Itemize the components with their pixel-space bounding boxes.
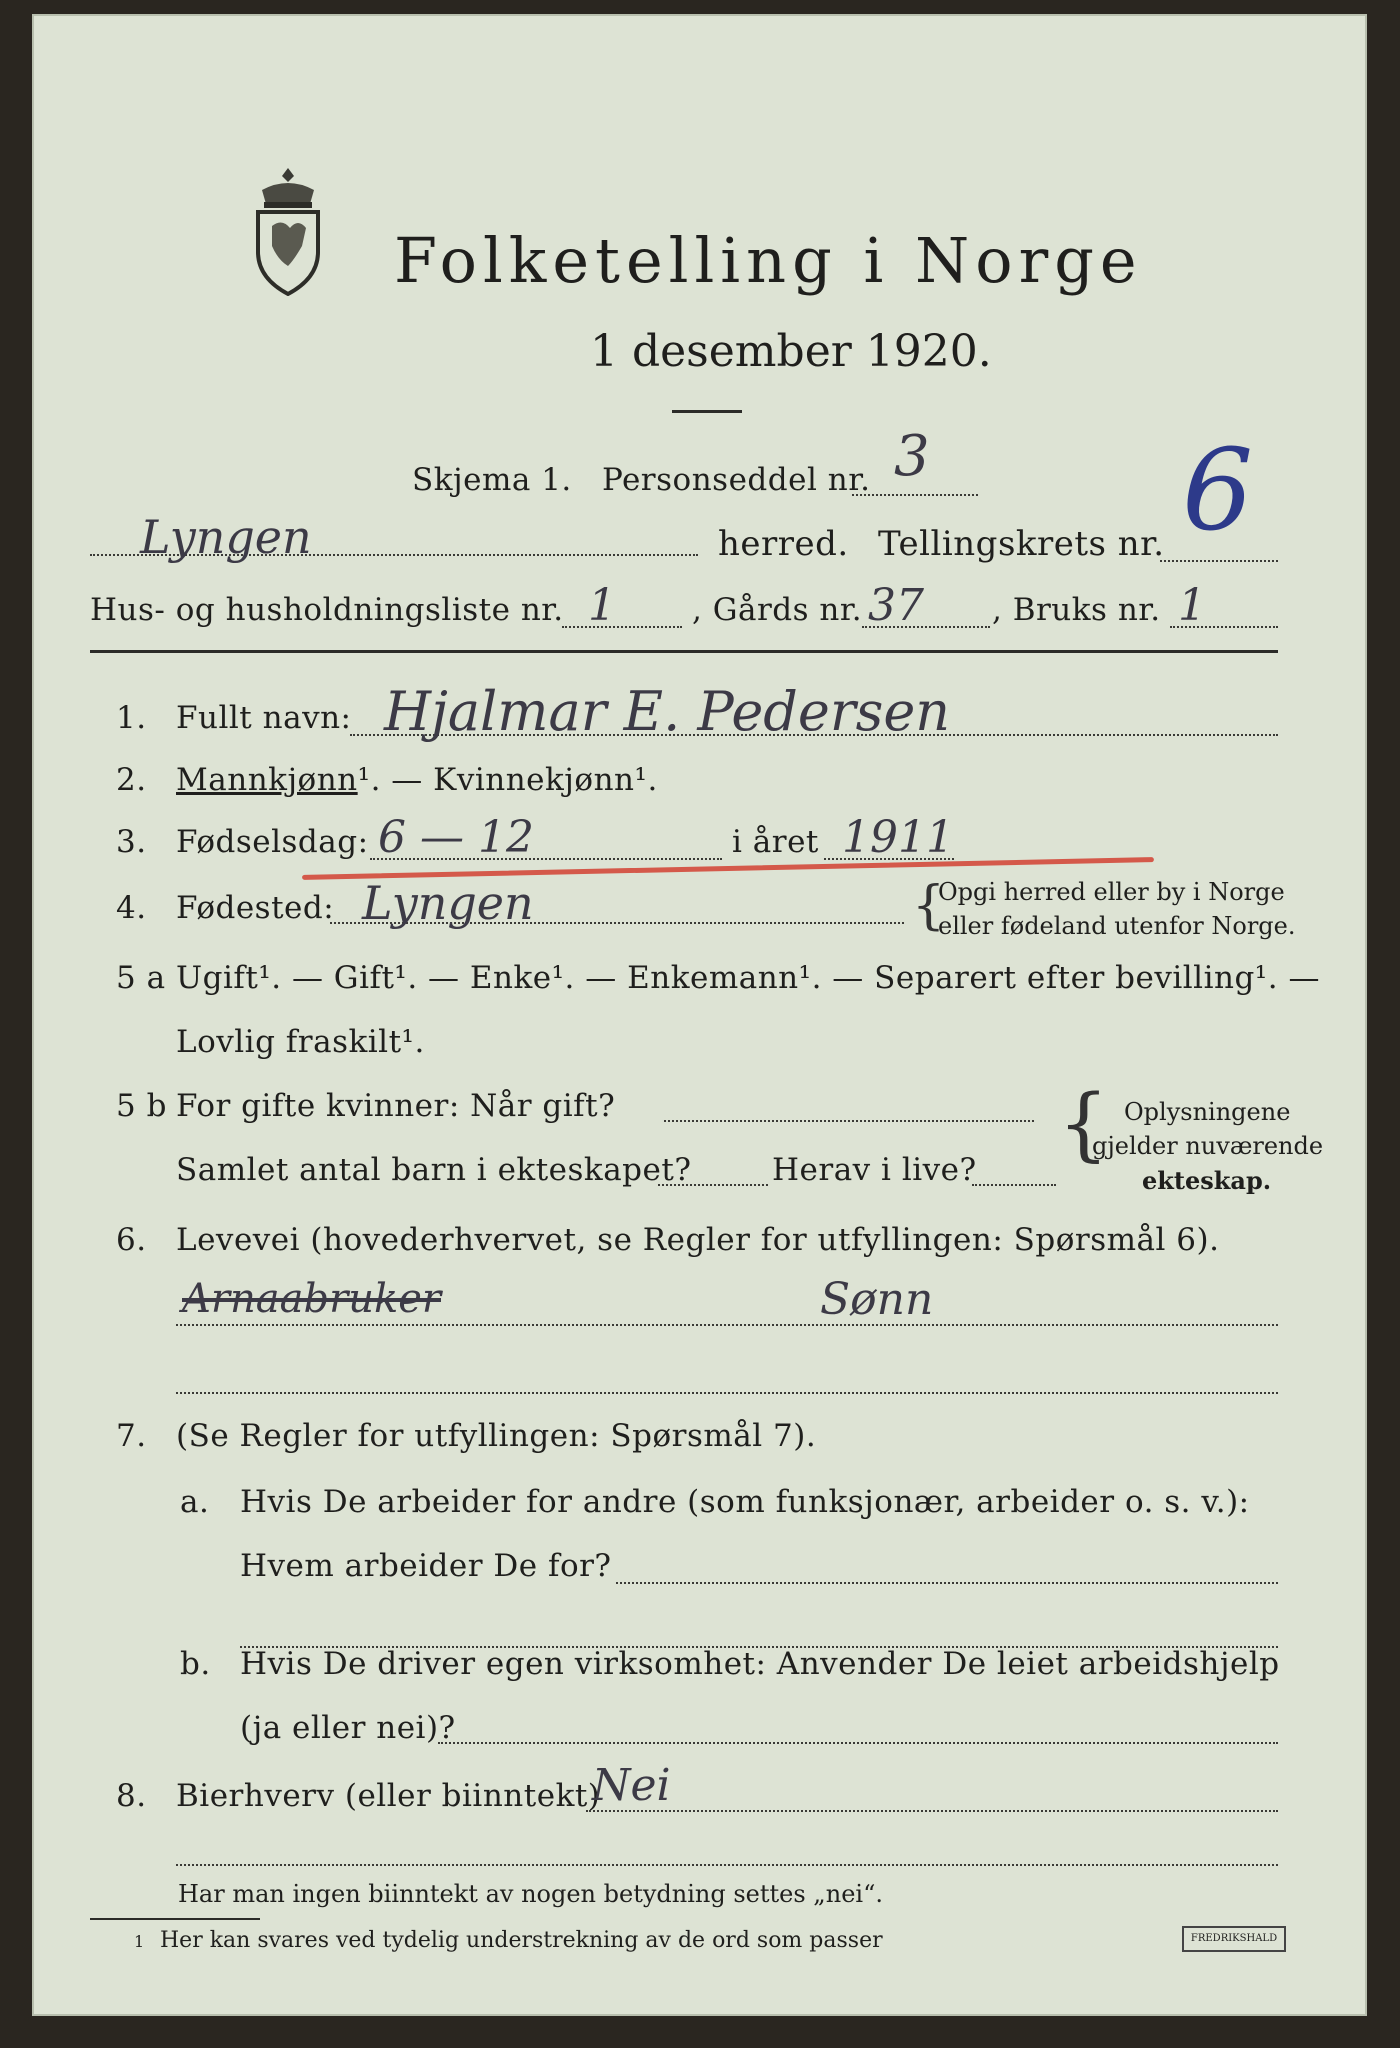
q8-line-2	[176, 1864, 1278, 1866]
q1-number: 1.	[116, 700, 147, 736]
herred-label: herred.	[718, 524, 849, 564]
q8-line	[586, 1810, 1278, 1812]
q6-line-2	[176, 1392, 1278, 1394]
q5b-children-line	[658, 1184, 768, 1186]
gender-female-option[interactable]: Kvinnekjønn¹.	[433, 762, 658, 798]
q3-year-label: i året	[732, 824, 819, 860]
q5b-note-1: Oplysningene	[1124, 1098, 1291, 1126]
gender-male-option[interactable]: Mannkjønn	[176, 762, 358, 798]
tellingskrets-label: Tellingskrets nr.	[878, 524, 1165, 564]
title-divider	[672, 410, 742, 413]
q5b-label: For gifte kvinner: Når gift?	[176, 1088, 616, 1124]
q7b-text: Hvis De driver egen virksomhet: Anvender De leiet arbeidshjelp	[240, 1646, 1280, 1682]
q5a-options-cont: Lovlig fraskilt¹.	[176, 1024, 425, 1060]
bruks-label: , Bruks nr.	[992, 592, 1161, 628]
q4-label: Fødested:	[176, 890, 335, 926]
q7-number: 7.	[116, 1418, 147, 1454]
q5b-children-label: Samlet antal barn i ekteskapet?	[176, 1152, 692, 1188]
q5b-number: 5 b	[116, 1088, 167, 1124]
personseddel-value[interactable]: 3	[894, 424, 930, 489]
census-form-sheet	[32, 14, 1367, 2016]
q4-number: 4.	[116, 890, 147, 926]
gards-label: , Gårds nr.	[692, 592, 863, 628]
footnote-mark: 1	[134, 1932, 145, 1951]
herred-value[interactable]: Lyngen	[140, 510, 312, 564]
q2-options	[176, 762, 658, 798]
q5b-married-line	[664, 1120, 1034, 1122]
q6-label: Levevei (hovederhvervet, se Regler for utfyllingen: Spørsmål 6).	[176, 1222, 1220, 1258]
footnote-text: Her kan svares ved tydelig understrekning av de ord som passer	[160, 1928, 883, 1953]
header-divider	[90, 650, 1278, 653]
tellingskrets-line	[1160, 560, 1278, 562]
q7a-text: Hvis De arbeider for andre (som funksjonær, arbeider o. s. v.):	[240, 1484, 1250, 1520]
q8-number: 8.	[116, 1778, 147, 1814]
q7b-line	[438, 1742, 1278, 1744]
coat-of-arms-emblem	[248, 166, 328, 300]
tellingskrets-value[interactable]: 6	[1182, 426, 1254, 556]
husliste-label: Hus- og husholdningsliste nr.	[90, 592, 564, 628]
q2-separator: ¹. —	[357, 762, 434, 798]
q5b-brace: {	[1058, 1077, 1109, 1170]
q5b-alive-line	[972, 1184, 1056, 1186]
husliste-value[interactable]: 1	[588, 580, 616, 631]
bruks-value[interactable]: 1	[1178, 580, 1206, 631]
census-date: 1 desember 1920.	[590, 326, 992, 377]
birth-year-value[interactable]: 1911	[842, 812, 954, 863]
occupation-struck-value: Arnaabruker	[182, 1276, 441, 1322]
q5a-number: 5 a	[116, 960, 166, 996]
q5a-options: Ugift¹. — Gift¹. — Enke¹. — Enkemann¹. — Separert efter bevilling¹. —	[176, 960, 1320, 996]
q6-number: 6.	[116, 1222, 147, 1258]
q5b-note-2: gjelder nuværende	[1092, 1132, 1324, 1160]
q4-note-2: eller fødeland utenfor Norge.	[938, 912, 1296, 940]
husliste-line	[562, 626, 682, 628]
footer-divider	[90, 1918, 260, 1920]
q5b-note-3: ekteskap.	[1142, 1166, 1272, 1195]
birthdate-value[interactable]: 6 — 12	[378, 812, 534, 863]
q7b-letter: b.	[180, 1646, 211, 1682]
q7b-text-2: (ja eller nei)?	[240, 1710, 456, 1746]
footer-note: Har man ingen biinntekt av nogen betydning settes „nei“.	[178, 1880, 883, 1908]
personseddel-label: Personseddel nr.	[602, 462, 871, 498]
q7a-text-2: Hvem arbeider De for?	[240, 1548, 612, 1584]
q2-number: 2.	[116, 762, 147, 798]
q7a-letter: a.	[180, 1484, 210, 1520]
personseddel-line	[852, 494, 978, 496]
full-name-value[interactable]: Hjalmar E. Pedersen	[384, 680, 951, 743]
q1-label: Fullt navn:	[176, 700, 352, 736]
form-title: Folketelling i Norge	[394, 224, 1143, 297]
q6-line-1	[176, 1324, 1278, 1326]
gards-value[interactable]: 37	[868, 580, 924, 631]
birthplace-value[interactable]: Lyngen	[362, 876, 534, 930]
q8-label: Bierhverv (eller biinntekt)	[176, 1778, 601, 1814]
q4-brace: {	[912, 876, 946, 936]
occupation-value[interactable]: Sønn	[820, 1274, 934, 1325]
q3-number: 3.	[116, 824, 147, 860]
q3-label: Fødselsdag:	[176, 824, 369, 860]
q5b-alive-label: Herav i live?	[772, 1152, 977, 1188]
secondary-income-value[interactable]: Nei	[592, 1760, 671, 1811]
printer-stamp: FREDRIKSHALD	[1182, 1926, 1286, 1952]
q4-note-1: Opgi herred eller by i Norge	[938, 878, 1285, 906]
q7a-line	[616, 1582, 1278, 1584]
skjema-label: Skjema 1.	[412, 462, 572, 498]
q7-label: (Se Regler for utfyllingen: Spørsmål 7).	[176, 1418, 817, 1454]
